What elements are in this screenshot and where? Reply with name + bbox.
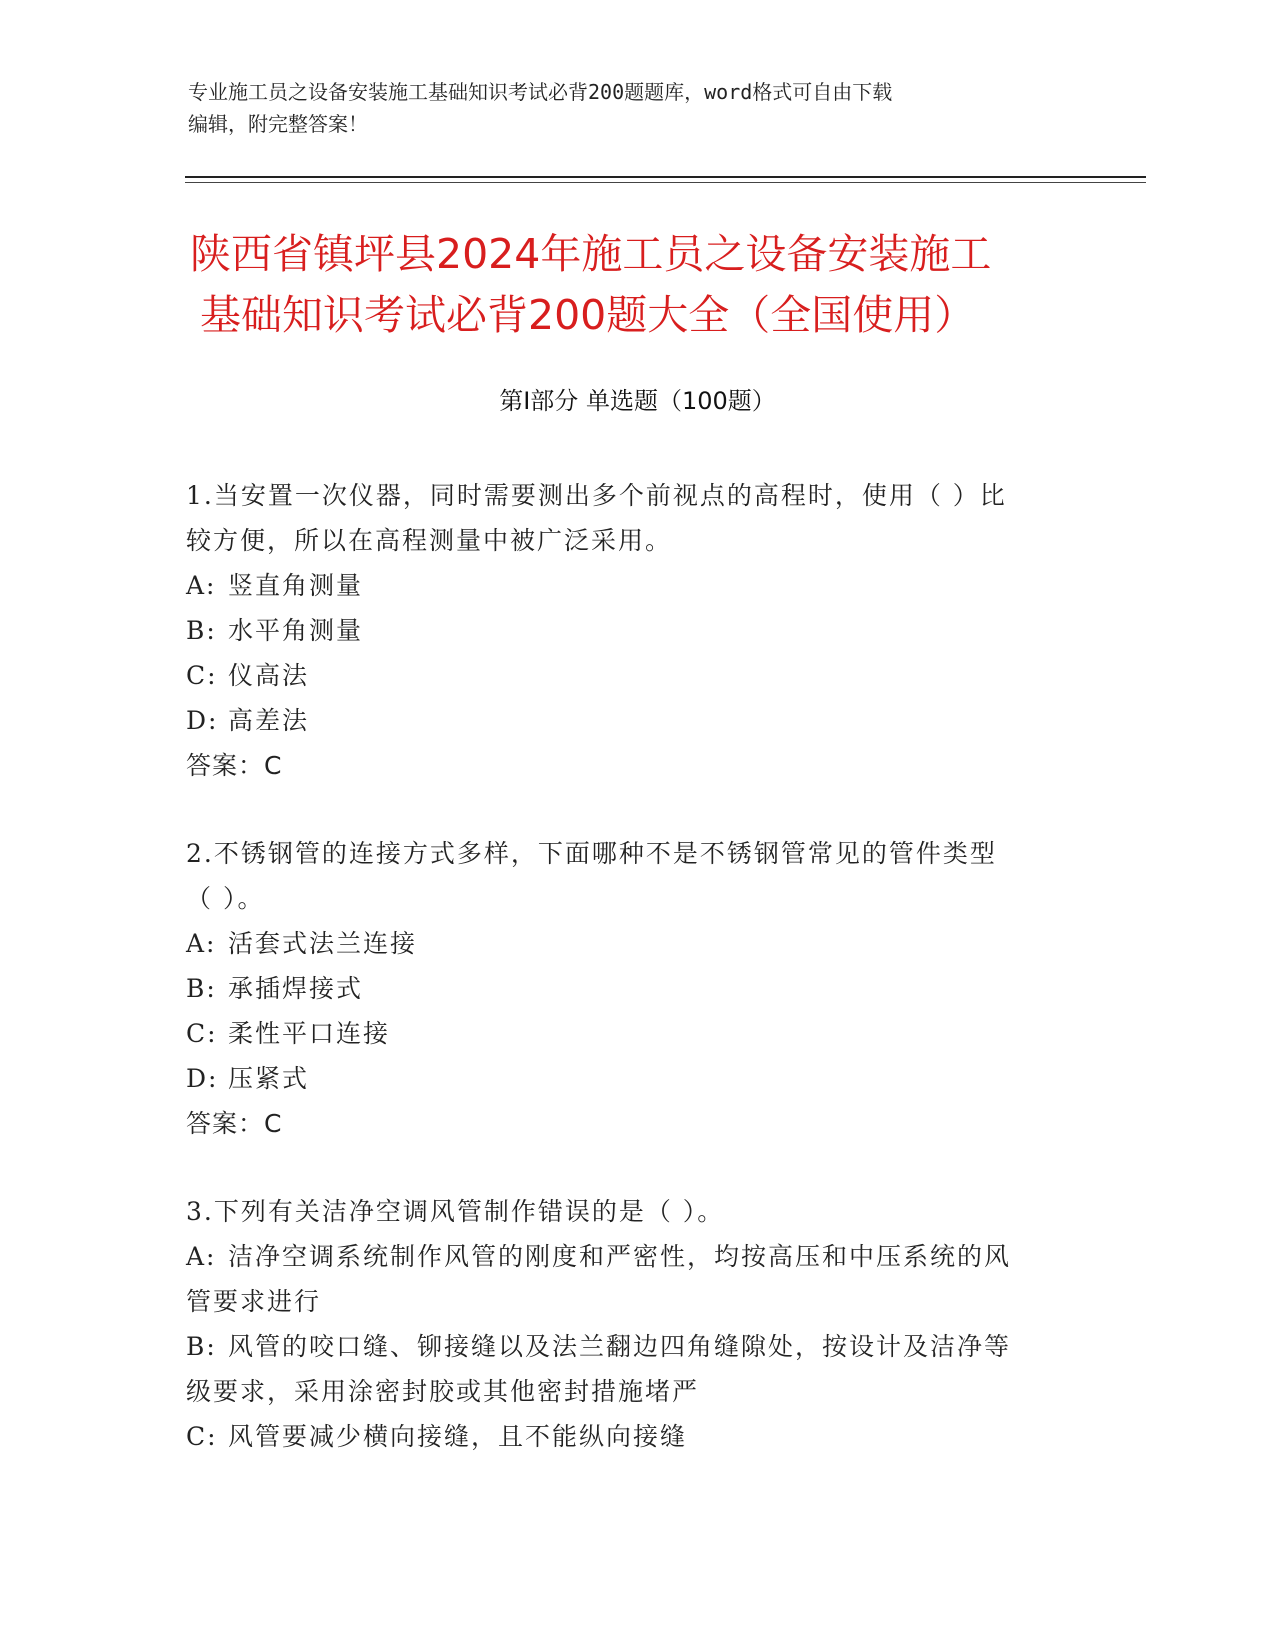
option-key: A: xyxy=(186,929,217,958)
question-stem-line: 3.下列有关洁净空调风管制作错误的是（ ）。 xyxy=(186,1197,725,1226)
option-b xyxy=(186,1324,1066,1369)
option-text: 高差法 xyxy=(228,706,310,735)
option-d xyxy=(186,698,1066,743)
answer: 答案：C xyxy=(186,1109,283,1138)
option-a xyxy=(186,921,1066,966)
option-text: 活套式法兰连接 xyxy=(228,929,418,958)
option-key: C: xyxy=(186,1422,218,1451)
question-1 xyxy=(186,473,1066,788)
option-key: C: xyxy=(186,1019,218,1048)
document-title xyxy=(190,224,1090,346)
option-b xyxy=(186,608,1066,653)
option-key: D: xyxy=(186,1064,219,1093)
option-b xyxy=(186,966,1066,1011)
option-text: 水平角测量 xyxy=(228,616,364,645)
option-a xyxy=(186,563,1066,608)
option-key: B: xyxy=(186,974,217,1003)
header-note xyxy=(188,76,1088,140)
option-text: 竖直角测量 xyxy=(228,571,364,600)
section-title: 第Ⅰ部分 单选题（100题） xyxy=(499,387,776,415)
option-text: 压紧式 xyxy=(228,1064,310,1093)
answer: 答案：C xyxy=(186,751,283,780)
question-stem-line: 2.不锈钢管的连接方式多样，下面哪种不是不锈钢管常见的管件类型 xyxy=(186,839,997,868)
option-d xyxy=(186,1056,1066,1101)
question-stem-line: （ ）。 xyxy=(186,884,265,913)
question-stem-line: 较方便，所以在高程测量中被广泛采用。 xyxy=(186,526,673,555)
question-stem-line: 1.当安置一次仪器，同时需要测出多个前视点的高程时，使用（ ）比 xyxy=(186,481,1007,510)
option-key: A: xyxy=(186,571,217,600)
option-b-continuation: 级要求，采用涂密封胶或其他密封措施堵严 xyxy=(186,1377,700,1406)
option-text: 承插焊接式 xyxy=(228,974,364,1003)
option-c xyxy=(186,1414,1066,1459)
option-c xyxy=(186,653,1066,698)
header-note-line-2: 编辑，附完整答案！ xyxy=(188,112,368,136)
option-text: 风管要减少横向接缝，且不能纵向接缝 xyxy=(228,1422,688,1451)
option-key: B: xyxy=(186,1332,217,1361)
option-text: 洁净空调系统制作风管的刚度和严密性，均按高压和中压系统的风 xyxy=(228,1242,1012,1271)
question-2 xyxy=(186,831,1066,1146)
question-3 xyxy=(186,1189,1066,1459)
question-list xyxy=(186,473,1066,1502)
header-divider-thin xyxy=(185,182,1146,183)
option-key: C: xyxy=(186,661,218,690)
document-title-line-1: 陕西省镇坪县2024年施工员之设备安装施工 xyxy=(190,230,992,278)
option-text: 风管的咬口缝、铆接缝以及法兰翻边四角缝隙处，按设计及洁净等 xyxy=(228,1332,1012,1361)
option-key: D: xyxy=(186,706,219,735)
option-key: B: xyxy=(186,616,217,645)
option-c xyxy=(186,1011,1066,1056)
option-key: A: xyxy=(186,1242,217,1271)
option-text: 柔性平口连接 xyxy=(228,1019,391,1048)
header-note-line-1: 专业施工员之设备安装施工基础知识考试必背200题题库，word格式可自由下载 xyxy=(188,80,893,104)
option-text: 仪高法 xyxy=(228,661,310,690)
document-title-line-2: 基础知识考试必背200题大全（全国使用） xyxy=(200,291,976,339)
option-a xyxy=(186,1234,1066,1279)
option-a-continuation: 管要求进行 xyxy=(186,1287,322,1316)
header-divider-thick xyxy=(185,176,1146,178)
